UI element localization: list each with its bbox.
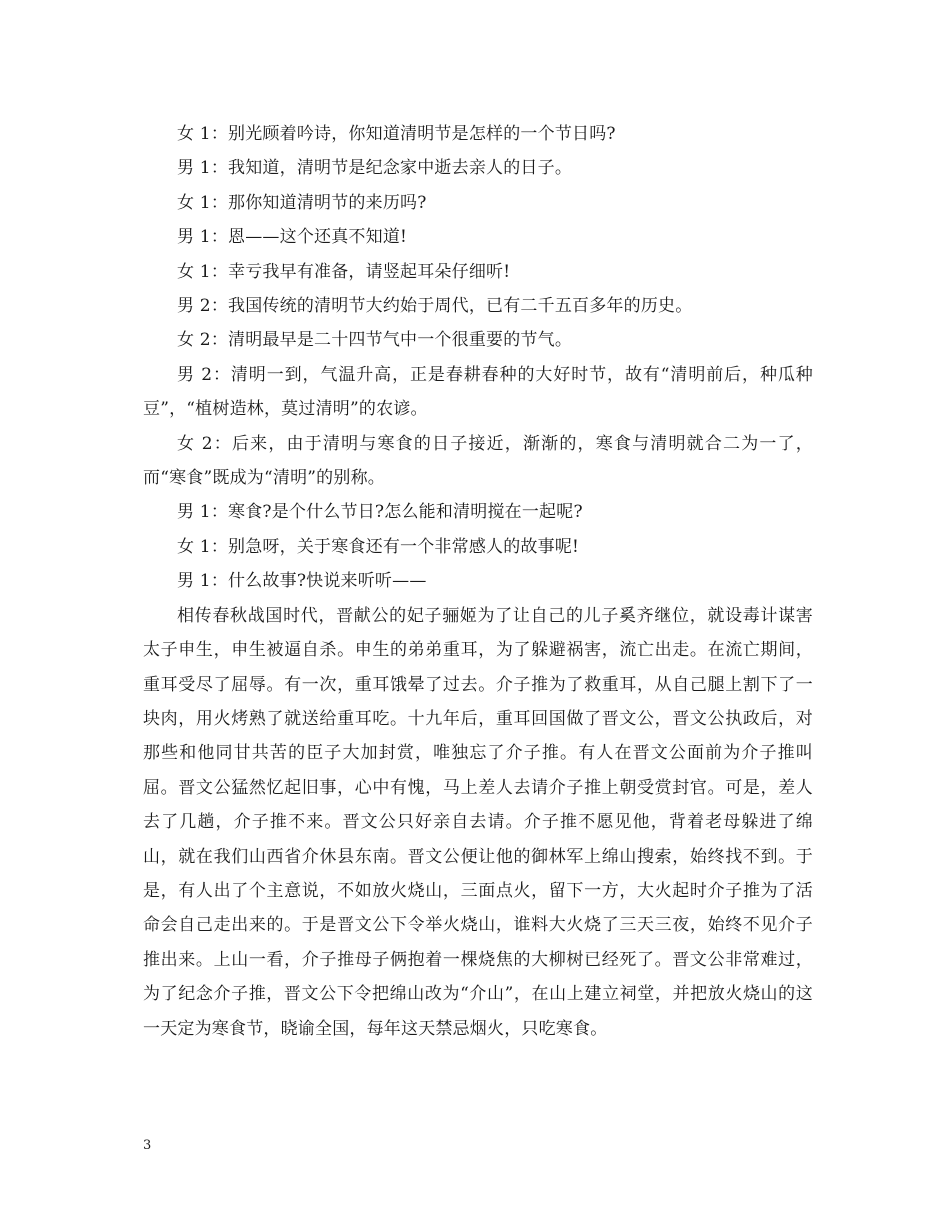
story-paragraph: 相传春秋战国时代，晋献公的妃子骊姬为了让自己的儿子奚齐继位，就设毒计谋害太子申生，申生被逼自杀。申生的弟弟重耳，为了躲避祸害，流亡出走。在流亡期间，重耳受尽了屈辱。有一次，重耳饿晕了过去。介子推为了救重耳，从自己腿上割下了一块肉，用火烤熟了就送给重耳吃。十九年后，重耳回国做了晋文公，晋文公执政后，对那些和他同甘共苦的臣子大加封赏，唯独忘了介子推。有人在晋文公面前为介子推叫屈。晋文公猛然忆起旧事，心中有愧，马上差人去请介子推上朝受赏封官。可是，差人去了几趟，介子推不来。晋文公只好亲自去请。介子推不愿见他，背着老母躲进了绵山，就在我们山西省介休县东南。晋文公便让他的御林军上绵山搜索，始终找不到。于是，有人出了个主意说，不如放火烧山，三面点火，留下一方，大火起时介子推为了活命会自己走出来的。于是晋文公下令举火烧山，谁料大火烧了三天三夜，始终不见介子推出来。上山一看，介子推母子俩抱着一棵烧焦的大柳树已经死了。晋文公非常难过，为了纪念介子推，晋文公下令把绵山改为“介山”，在山上建立祠堂，并把放火烧山的这一天定为寒食节，晓谕全国，每年这天禁忌烟火，只吃寒食。	[143, 605, 813, 1039]
dialogue-line: 女 1：幸亏我早有准备，请竖起耳朵仔细听!	[177, 261, 511, 282]
dialogue-line: 女 2：清明最早是二十四节气中一个很重要的节气。	[177, 330, 573, 351]
dialogue-line: 男 2：清明一到，气温升高，正是春耕春种的大好时节，故有“清明前后，种瓜种豆”，“植树造林，莫过清明”的农谚。	[143, 364, 813, 420]
page-number: 3	[143, 1138, 152, 1153]
dialogue-line: 男 2：我国传统的清明节大约始于周代，已有二千五百多年的历史。	[177, 296, 693, 317]
dialogue-line: 男 1：恩——这个还真不知道!	[177, 227, 408, 248]
dialogue-line: 女 2：后来，由于清明与寒食的日子接近，渐渐的，寒食与清明就合二为一了，而“寒食”既成为“清明”的别称。	[143, 433, 813, 489]
dialogue-line: 女 1：那你知道清明节的来历吗?	[177, 192, 427, 213]
dialogue-line: 男 1：我知道，清明节是纪念家中逝去亲人的日子。	[177, 158, 573, 179]
dialogue-line: 男 1：寒食?是个什么节日?怎么能和清明搅在一起呢?	[177, 502, 583, 523]
document-body	[143, 117, 813, 1046]
dialogue-line: 女 1：别急呀，关于寒食还有一个非常感人的故事呢!	[177, 536, 580, 557]
dialogue-line: 男 1：什么故事?快说来听听——	[177, 571, 427, 592]
dialogue-line: 女 1：别光顾着吟诗，你知道清明节是怎样的一个节日吗?	[177, 124, 616, 144]
